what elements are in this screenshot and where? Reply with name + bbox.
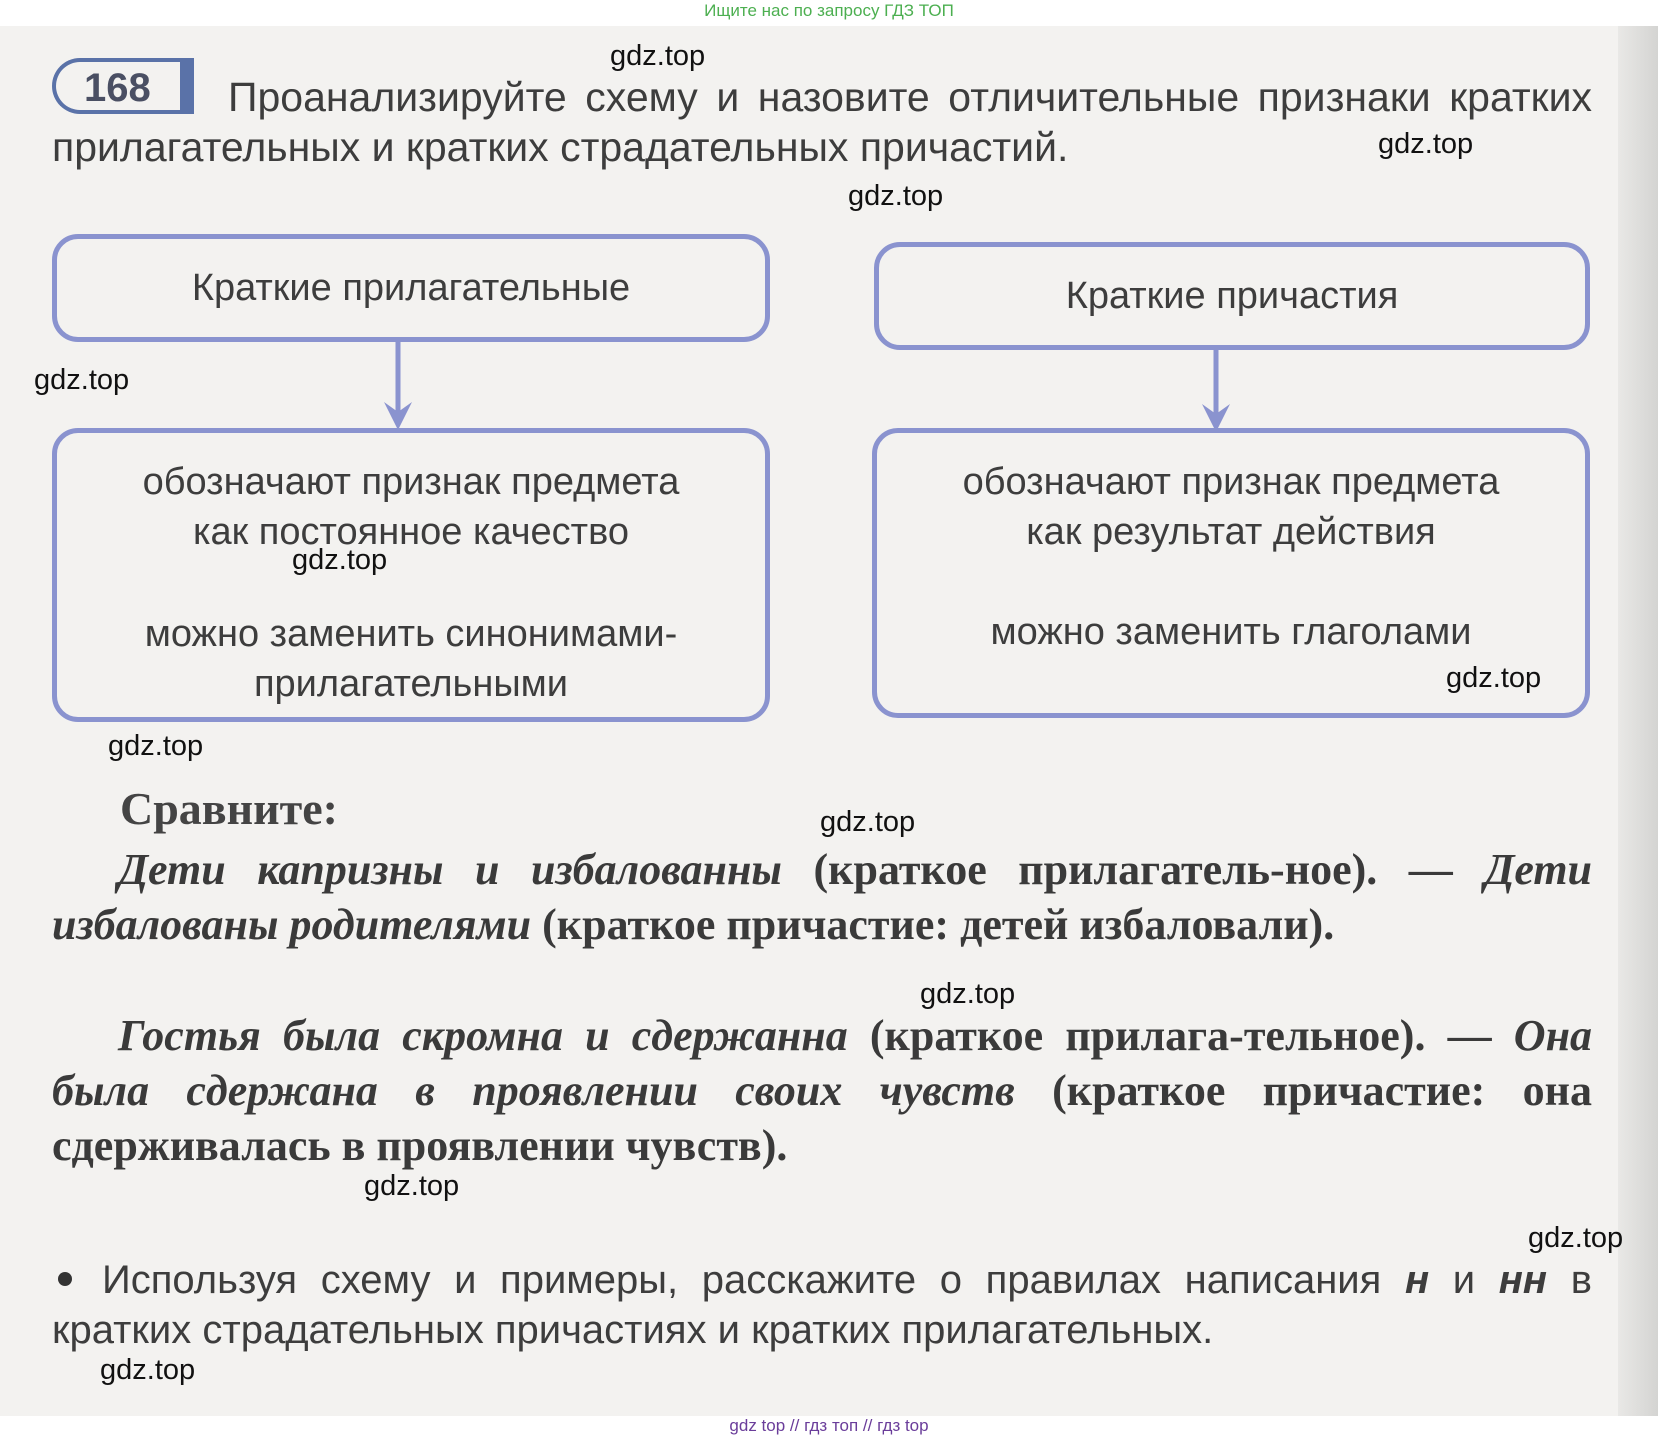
bottom-banner[interactable]: gdz top // гдз топ // гдз top — [729, 1416, 929, 1435]
left-line-2: как постоянное качество — [193, 511, 629, 553]
left-line-1: обозначают признак предмета — [142, 461, 680, 503]
right-line-3: можно заменить глаголами — [990, 611, 1472, 653]
example-1-note-2: (краткое причастие: детей избаловали). — [542, 900, 1335, 949]
watermark: gdz.top — [108, 730, 204, 762]
watermark: gdz.top — [34, 364, 130, 396]
watermark: gdz.top — [820, 806, 916, 838]
example-2-adjective: Гостья была скромна и сдержанна — [118, 1011, 848, 1060]
example-1-note-1: (краткое прилагатель-ное). — — [813, 845, 1453, 894]
box-left-title: Краткие прилагательные — [191, 267, 631, 309]
bullet-part-2: в кратких страдательных причастиях и кратких прилагательных. — [52, 1258, 1592, 1352]
example-1-participle: Дети избалованы родителями — [52, 845, 1593, 949]
watermark: gdz.top — [364, 1170, 460, 1202]
example-1 — [52, 842, 1592, 952]
right-line-2: как результат действия — [1026, 511, 1436, 553]
watermark: gdz.top — [1378, 128, 1474, 160]
compare-heading: Сравните: — [120, 783, 338, 834]
watermark: gdz.top — [100, 1354, 196, 1386]
task-text: Проанализируйте схему и назовите отличительные признаки кратких прилагательных и кратких страдательных причастий. — [52, 74, 1592, 170]
watermark: gdz.top — [1446, 662, 1542, 694]
letter-n: н — [1404, 1258, 1430, 1302]
right-line-1: обозначают признак предмета — [962, 461, 1500, 503]
example-2-note-2: (краткое причастие: она сдерживалась в проявлении чувств). — [52, 1066, 1593, 1170]
arrow-down-right — [1196, 348, 1236, 432]
arrow-down-left — [378, 340, 418, 432]
box-short-participles-title — [874, 242, 1590, 350]
watermark: gdz.top — [1528, 1222, 1624, 1254]
word-and: и — [1452, 1258, 1476, 1302]
bullet-part-1: Используя схему и примеры, расскажите о правилах написания — [102, 1258, 1382, 1302]
box-short-adjectives-title — [52, 234, 770, 342]
top-banner[interactable]: Ищите нас по запросу ГДЗ ТОП — [704, 1, 954, 20]
bullet-task — [52, 1255, 1592, 1355]
example-2-note-1: (краткое прилага-тельное). — — [869, 1011, 1492, 1060]
watermark: gdz.top — [920, 978, 1016, 1010]
left-line-3: можно заменить синонимами- — [144, 613, 678, 655]
task-instruction — [52, 72, 1592, 172]
example-2-participle: Она была сдержана в проявлении своих чувств — [52, 1011, 1592, 1115]
box-right-title: Краткие причастия — [1065, 275, 1399, 317]
letters-nn: нн — [1498, 1258, 1548, 1302]
page-edge-shadow — [1618, 26, 1658, 1416]
task-number: 168 — [84, 66, 151, 110]
left-line-4: прилагательными — [253, 663, 569, 705]
watermark: gdz.top — [610, 40, 706, 72]
bullet-icon — [58, 1272, 72, 1286]
box-adjectives-features — [52, 428, 770, 722]
watermark: gdz.top — [292, 544, 388, 576]
example-1-adjective: Дети капризны и избалованны — [118, 845, 782, 894]
example-2 — [52, 1008, 1592, 1173]
watermark: gdz.top — [848, 180, 944, 212]
